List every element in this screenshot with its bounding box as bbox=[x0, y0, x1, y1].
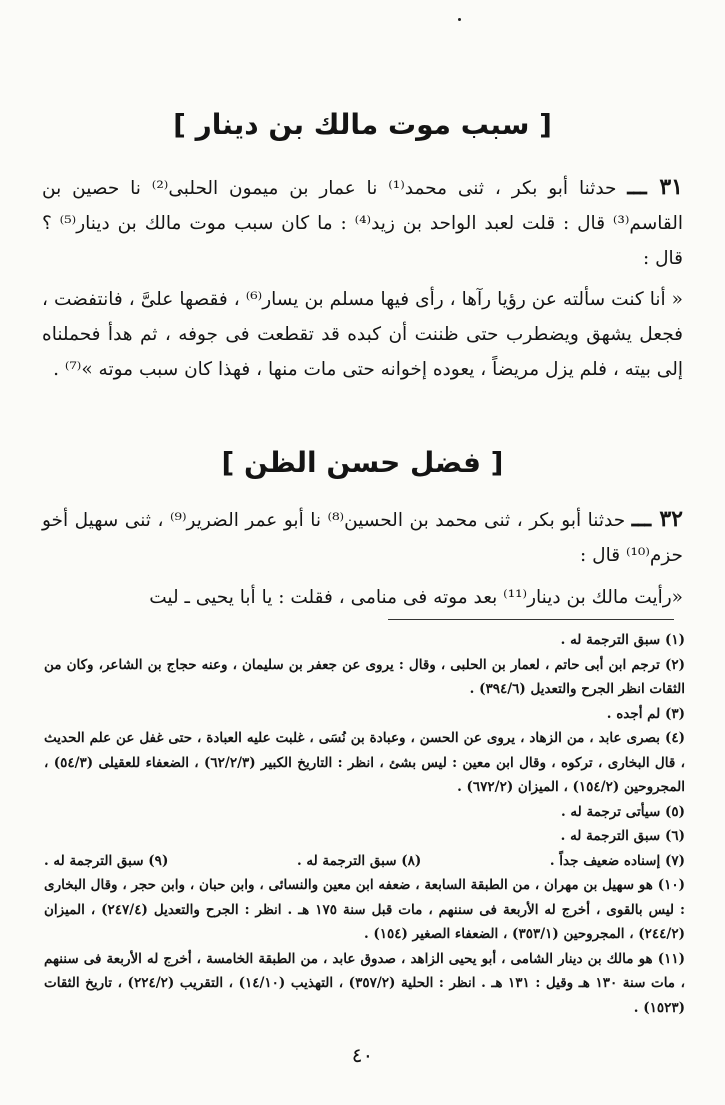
footnote-6: (٦) سبق الترجمة له . bbox=[560, 828, 685, 844]
footnote-9: (٩) سبق الترجمة له . bbox=[44, 852, 169, 869]
footnote-10: (١٠) هو سهيل بن مهران ، من الطبقة السابعة ، ضعفه ابن معين والنسائى ، وابن حبان ، وابن حجر ، وقال البخارى : ليس بالقوى ، أخرج له الأربعة فى سننهم ، مات قبل سنة ١٧٥ هـ . انظر : الجرح والتعديل (٢٤٧/٤) ، الميزان (٢٤٤/٢) ، المجروحين (٣٥٣/١) ، الضعفاء الصغير (١٥٤) . bbox=[44, 877, 685, 942]
footnote-row-7-9 bbox=[44, 849, 685, 874]
paragraph-32 bbox=[42, 502, 683, 573]
hadith-number-32: ٣٢ ـــ bbox=[631, 506, 683, 532]
section-heading-2: [ فضل حسن الظن ] bbox=[221, 446, 504, 479]
footnote-11: (١١) هو مالك بن دينار الشامى ، أبو يحيى الزاهد ، صدوق عابد ، من الطبقة الخامسة ، أخرج له الأربعة فى سننهم ، مات سنة ١٣٠ هـ وقيل : ١٣١ هـ . انظر : الحلية (٣٥٧/٢) ، التهذيب (١٤/١٠) ، التقريب (٢٢٤/٢) ، تاريخ الثقات (١٥٢٣) . bbox=[44, 950, 685, 1016]
paragraph-31 bbox=[42, 170, 683, 276]
paragraph-31-text: حدثنا أبو بكر ، ثنى محمد⁽¹⁾ نا عمار بن ميمون الحلبى⁽²⁾ نا حصين بن القاسم⁽³⁾ قال : قلت لعبد الواحد بن زيد⁽⁴⁾ : ما كان سبب موت مالك بن دينار⁽⁵⁾ ؟ قال : bbox=[42, 178, 684, 269]
footnotes bbox=[44, 628, 685, 1020]
footnote-8: (٨) سبق الترجمة له . bbox=[296, 852, 422, 869]
paragraph-32-text: حدثنا أبو بكر ، ثنى محمد بن الحسين⁽⁸⁾ نا أبو عمر الضرير⁽⁹⁾ ، ثنى سهيل أخو حزم⁽¹⁰⁾ قال : bbox=[42, 510, 683, 566]
footnote-3: (٣) لم أجده . bbox=[606, 705, 685, 722]
page-number: ٤٠ bbox=[351, 1043, 374, 1067]
section-heading-1: [ سبب موت مالك بن دينار ] bbox=[173, 108, 552, 141]
hadith-number-31: ٣١ ـــ bbox=[627, 174, 683, 200]
footnote-7: (٧) إسناده ضعيف جداً . bbox=[549, 852, 685, 869]
paragraph-31-quote: « أنا كنت سألته عن رؤيا رآها ، رأى فيها مسلم بن يسار⁽⁶⁾ ، فقصها علىَّ ، فانتفضت ، فجعل يشهق ويضطرب حتى ظننت أن كبده قد تقطعت فى جوفه ، ثم هدأ فحملناه إلى بيته ، فلم يزل مريضاً ، يعوده إخوانه حتى مات منها ، فهذا كان سبب موته »⁽⁷⁾ . bbox=[42, 289, 683, 380]
footnote-separator bbox=[388, 619, 674, 620]
footnote-4: (٤) بصرى عابد ، من الزهاد ، يروى عن الحسن ، وعبادة بن نُسَى ، غلبت عليه العبادة ، حتى غفل عن علم الحديث ، قال البخارى ، تركوه ، وقال ابن معين : ليس بشئ ، انظر : التاريخ الكبير (٦٢/٢/٣) ، الضعفاء للعقيلى (٥٤/٣) ، المجروحين (١٥٤/٢) ، الميزان (٦٧٢/٢) . bbox=[44, 730, 685, 795]
footnote-5: (٥) سيأتى ترجمة له . bbox=[561, 803, 685, 820]
page-mark bbox=[458, 18, 461, 21]
footnote-2: (٢) ترجم ابن أبى حاتم ، لعمار بن الحلبى ، وقال : يروى عن جعفر بن سليمان ، وعنه حجاج بن الشاعر، وكان من الثقات انظر الجرح والتعديل (٣٩٤/٦) . bbox=[44, 656, 685, 697]
footnote-1: (١) سبق الترجمة له . bbox=[560, 632, 685, 648]
paragraph-32-quote: «رأيت مالك بن دينار⁽¹¹⁾ بعد موته فى منامى ، فقلت : يا أبا يحيى ـ ليت bbox=[149, 587, 683, 608]
